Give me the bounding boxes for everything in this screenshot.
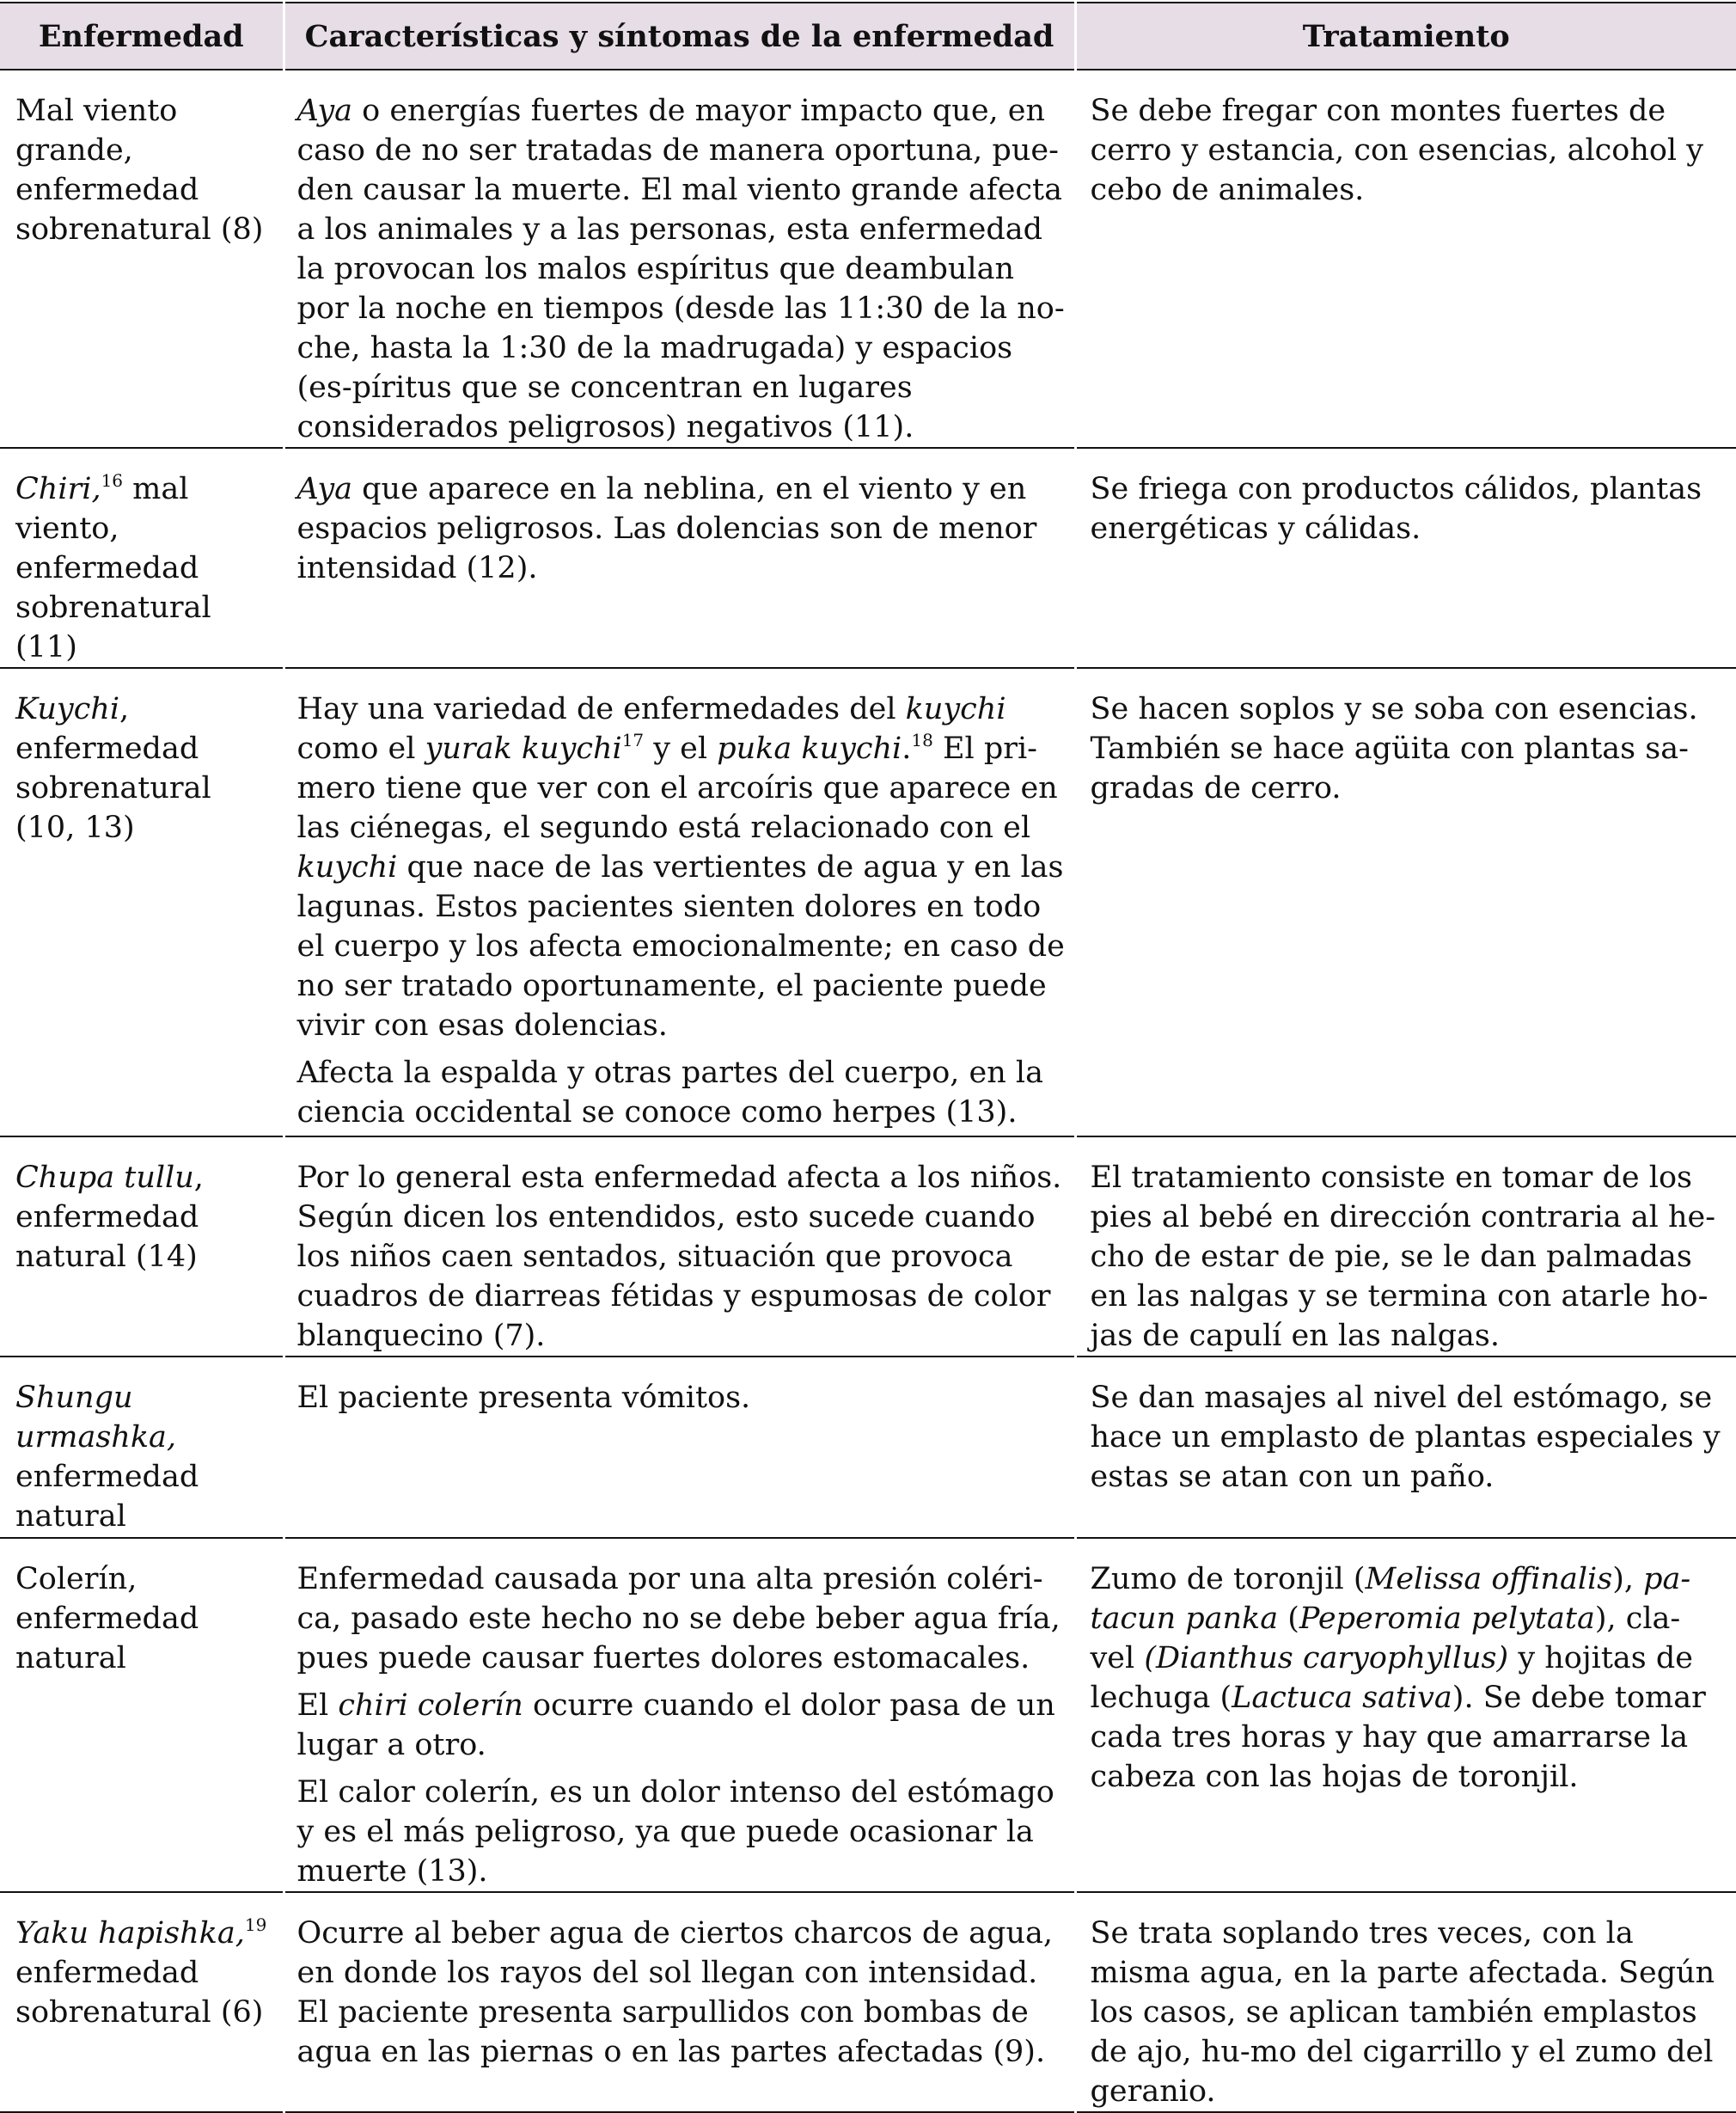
disease-cell: Colerín, enfermedad natural <box>0 1538 284 1892</box>
diseases-table <box>0 2 1736 2113</box>
symptoms-cell: Enfermedad causada por una alta presión coléri-ca, pasado este hecho no se debe beber agua fría, pues puede causar fuertes dolores estomacales. El chiri colerín ocurre cuando el dolor pasa de un lugar a otro. El calor colerín, es un dolor intenso del estómago y es el más peligroso, ya que puede ocasionar la muerte (13). <box>284 1538 1075 1892</box>
symptoms-cell: El paciente presenta vómitos. <box>284 1357 1075 1538</box>
disease-cell: Chupa tullu, enfermedad natural (14) <box>0 1136 284 1357</box>
treatment-cell: El tratamiento consiste en tomar de los pies al bebé en dirección contraria al he-cho de estar de pie, se le dan palmadas en las nalgas y se termina con atarle ho-jas de capulí en las nalgas. <box>1075 1136 1736 1357</box>
table-row <box>0 1538 1736 1892</box>
disease-cell: Kuychi, enfermedad sobrenatural (10, 13) <box>0 668 284 1136</box>
treatment-cell: Se debe fregar con montes fuertes de cerro y estancia, con esencias, alcohol y cebo de animales. <box>1075 70 1736 448</box>
table-row <box>0 1892 1736 2112</box>
table-row <box>0 448 1736 668</box>
symptoms-cell: Hay una variedad de enfermedades del kuychi como el yurak kuychi$^{17}$ y el puka kuychi.$^{18}$ El pri-mero tiene que ver con el arcoíris que aparece en las ciénegas, el segundo está relacionado con el kuychi que nace de las vertientes de agua y en las lagunas. Estos pacientes sienten dolores en todo el cuerpo y los afecta emocionalmente; en caso de no ser tratado oportunamente, el paciente puede vivir con esas dolencias. Afecta la espalda y otras partes del cuerpo, en la ciencia occidental se conoce como herpes (13). <box>284 668 1075 1136</box>
treatment-cell: Se trata soplando tres veces, con la misma agua, en la parte afectada. Según los casos, se aplican también emplastos de ajo, hu-mo del cigarrillo y el zumo del geranio. <box>1075 1892 1736 2112</box>
symptoms-cell: Ocurre al beber agua de ciertos charcos de agua, en donde los rayos del sol llegan con intensidad. El paciente presenta sarpullidos con bombas de agua en las piernas o en las partes afectadas (9). <box>284 1892 1075 2112</box>
table-row <box>0 1357 1736 1538</box>
table-row <box>0 1136 1736 1357</box>
treatment-cell: Se dan masajes al nivel del estómago, se hace un emplasto de plantas especiales y estas se atan con un paño. <box>1075 1357 1736 1538</box>
symptoms-cell: Aya que aparece en la neblina, en el viento y en espacios peligrosos. Las dolencias son de menor intensidad (12). <box>284 448 1075 668</box>
disease-cell: Mal viento grande, enfermedad sobrenatural (8) <box>0 70 284 448</box>
symptoms-cell: Aya o energías fuertes de mayor impacto que, en caso de no ser tratadas de manera oportuna, pue-den causar la muerte. El mal viento grande afecta a los animales y a las personas, esta enfermedad la provocan los malos espíritus que deambulan por la noche en tiempos (desde las 11:30 de la no-che, hasta la 1:30 de la madrugada) y espacios (es-píritus que se concentran en lugares considerados peligrosos) negativos (11). <box>284 70 1075 448</box>
footnote-ref: 19 <box>244 1914 267 1935</box>
column-header-symptoms: Características y síntomas de la enfermedad <box>284 3 1075 70</box>
treatment-cell: Se friega con productos cálidos, plantas energéticas y cálidas. <box>1075 448 1736 668</box>
column-header-treatment: Tratamiento <box>1075 3 1736 70</box>
table-header-row <box>0 3 1736 70</box>
disease-cell: Yaku hapishka,$^{19}$ enfermedad sobrenatural (6) <box>0 1892 284 2112</box>
disease-cell: Shungu urmashka, enfermedad natural <box>0 1357 284 1538</box>
treatment-cell: Se hacen soplos y se soba con esencias. También se hace agüita con plantas sa-gradas de cerro. <box>1075 668 1736 1136</box>
footnote-ref: 17 <box>621 730 645 750</box>
table-row <box>0 70 1736 448</box>
table-row <box>0 668 1736 1136</box>
footnote-ref: 16 <box>101 470 124 491</box>
symptoms-cell: Por lo general esta enfermedad afecta a los niños. Según dicen los entendidos, esto sucede cuando los niños caen sentados, situación que provoca cuadros de diarreas fétidas y espumosas de color blanquecino (7). <box>284 1136 1075 1357</box>
disease-cell: Chiri,$^{16}$ mal viento, enfermedad sobrenatural (11) <box>0 448 284 668</box>
column-header-disease: Enfermedad <box>0 3 284 70</box>
treatment-cell: Zumo de toronjil (Melissa offinalis), pa-tacun panka (Peperomia pelytata), cla-vel (Dianthus caryophyllus) y hojitas de lechuga (Lactuca sativa). Se debe tomar cada tres horas y hay que amarrarse la cabeza con las hojas de toronjil. <box>1075 1538 1736 1892</box>
footnote-ref: 18 <box>911 730 933 750</box>
